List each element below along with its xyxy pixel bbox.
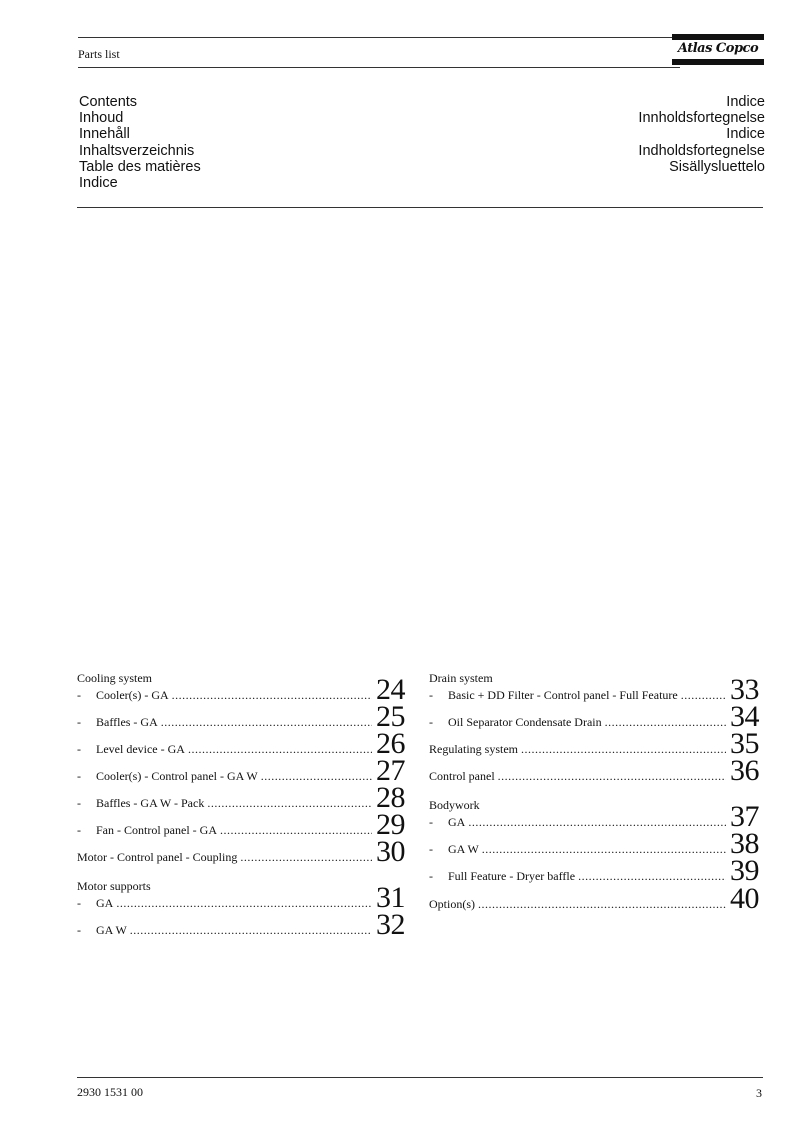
toc-leader (220, 823, 372, 839)
toc-label: Cooler(s) - GA (96, 688, 169, 702)
toc-page-number: 34 (730, 700, 759, 733)
toc-label: Fan - Control panel - GA (96, 823, 217, 837)
title-french: Table des matières (79, 158, 201, 175)
toc-label: Cooler(s) - Control panel - GA W (96, 769, 258, 783)
toc-label: Baffles - GA (96, 715, 158, 729)
toc-label: GA W (96, 923, 127, 937)
toc-dash: - (77, 742, 81, 756)
title-spanish: Indice (726, 94, 765, 110)
toc-page-number: 30 (376, 835, 405, 868)
title-dutch: Inhoud (79, 110, 124, 127)
titles-left (79, 94, 201, 191)
toc-leader (172, 688, 372, 704)
logo-text: Atlas Copco (677, 41, 759, 56)
title-italian: Indice (79, 175, 118, 192)
toc-page-number: 39 (730, 854, 759, 887)
toc-page-number: 24 (376, 673, 405, 706)
toc-page-number: 31 (376, 881, 405, 914)
toc-dash: - (429, 842, 433, 856)
toc-leader (482, 842, 726, 858)
title-danish: Indholdsfortegnelse (638, 142, 765, 159)
toc-dash: - (77, 823, 81, 837)
toc-leader (240, 850, 372, 866)
toc-page-number: 33 (730, 673, 759, 706)
logo-top-bar (672, 34, 764, 40)
toc-entry[interactable] (77, 908, 405, 941)
toc-page-number: 25 (376, 700, 405, 733)
toc-page-number: 37 (730, 800, 759, 833)
title-swedish: Innehåll (79, 126, 130, 143)
toc-entry-motor[interactable] (77, 835, 405, 868)
toc-entry-options[interactable] (429, 882, 759, 915)
toc-page-number: 29 (376, 808, 405, 841)
toc-entry[interactable] (429, 700, 759, 733)
toc-page-number: 28 (376, 781, 405, 814)
title-divider (77, 207, 763, 208)
toc-page-number: 36 (730, 754, 759, 787)
title-norwegian: Innholdsfortegnelse (638, 110, 765, 127)
toc-heading-motor-supports: Motor supports (77, 879, 151, 893)
toc-label: GA (448, 815, 466, 829)
toc-label: Baffles - GA W - Pack (96, 796, 205, 810)
toc-heading-drain: Drain system (429, 671, 493, 685)
toc-leader (116, 896, 372, 912)
toc-leader (161, 715, 372, 731)
toc-heading-cooling: Cooling system (77, 671, 153, 685)
titles-right (638, 94, 765, 175)
title-portuguese: Indice (726, 126, 765, 143)
header-top-rule (78, 37, 680, 38)
toc-label: Control panel (429, 769, 495, 783)
toc-label: GA (96, 896, 114, 910)
toc-page-number: 38 (730, 827, 759, 860)
toc-label: Level device - GA (96, 742, 185, 756)
toc-label: Regulating system (429, 742, 518, 756)
title-finnish: Sisällysluettelo (669, 158, 765, 175)
toc-label: Basic + DD Filter - Control panel - Full Feature (448, 688, 678, 702)
toc-page-number: 35 (730, 727, 759, 760)
page-number: 3 (756, 1086, 762, 1100)
toc-leader (605, 715, 726, 731)
toc-page-number: 27 (376, 754, 405, 787)
footer-rule (77, 1077, 763, 1078)
toc-dash: - (429, 688, 433, 702)
toc-leader (261, 769, 372, 785)
title-german: Inhaltsverzeichnis (79, 142, 195, 159)
toc-page-number: 26 (376, 727, 405, 760)
toc-leader (188, 742, 372, 758)
toc-leader (498, 769, 726, 785)
toc-leader (130, 923, 372, 939)
toc-heading-bodywork: Bodywork (429, 798, 480, 812)
toc-dash: - (77, 769, 81, 783)
toc-leader (478, 897, 726, 913)
title-english: Contents (79, 94, 138, 110)
header-label: Parts list (78, 47, 120, 61)
toc-label: Motor - Control panel - Coupling (77, 850, 238, 864)
toc-entry[interactable] (429, 854, 759, 887)
toc-dash: - (77, 715, 81, 729)
toc-dash: - (429, 815, 433, 829)
toc-label: Oil Separator Condensate Drain (448, 715, 602, 729)
toc-label: Option(s) (429, 897, 475, 911)
toc-dash: - (429, 715, 433, 729)
toc-dash: - (77, 896, 81, 910)
document-number: 2930 1531 00 (77, 1085, 143, 1099)
toc-page-number: 40 (730, 882, 759, 915)
toc-dash: - (77, 688, 81, 702)
toc-entry-control-panel[interactable] (429, 754, 759, 787)
toc-page-number: 32 (376, 908, 405, 941)
toc-dash: - (77, 923, 81, 937)
logo-bottom-bar (672, 59, 764, 65)
toc-entry[interactable] (77, 700, 405, 733)
toc-entry-regulating[interactable] (429, 727, 759, 760)
toc-leader (578, 869, 726, 885)
toc-dash: - (77, 796, 81, 810)
toc-label: Full Feature - Dryer baffle (448, 869, 576, 883)
toc-dash: - (429, 869, 433, 883)
toc-leader (207, 796, 372, 812)
toc-leader (681, 688, 726, 704)
toc-entry[interactable] (77, 808, 405, 841)
toc-entry[interactable] (77, 727, 405, 760)
toc-leader (468, 815, 726, 831)
toc-entry[interactable] (77, 754, 405, 787)
header-bottom-rule (78, 67, 680, 68)
toc-entry[interactable] (77, 781, 405, 814)
toc-label: GA W (448, 842, 479, 856)
atlas-copco-logo (672, 34, 764, 68)
toc-entry[interactable] (429, 827, 759, 860)
toc-leader (521, 742, 726, 758)
